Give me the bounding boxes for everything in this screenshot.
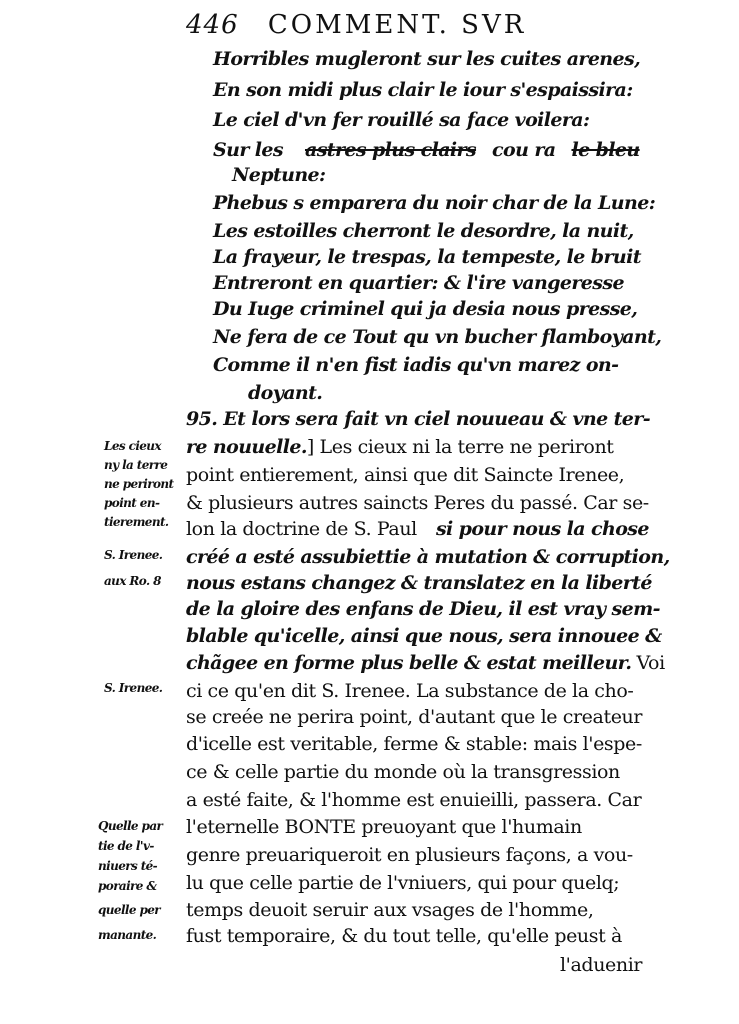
margin-note: manante. xyxy=(98,928,157,942)
commentary-line: se creée ne perira point, d'autant que le createur xyxy=(186,706,643,728)
margin-note: ny la terre xyxy=(104,458,168,472)
struck-text: le bleu xyxy=(571,139,640,161)
margin-note: tierement. xyxy=(104,515,169,529)
verse-line: Du Iuge criminel qui ja desia nous presse, xyxy=(213,298,638,320)
margin-note: point en- xyxy=(104,496,160,510)
verse-line-struck xyxy=(213,139,640,161)
commentary-line: & plusieurs autres saincts Peres du passé. Car se- xyxy=(186,492,649,514)
commentary-line: lu que celle partie de l'vniuers, qui pour quelq; xyxy=(186,872,620,894)
commentary-line: 95. Et lors sera fait vn ciel nouueau & vne ter- xyxy=(186,408,650,430)
commentary-line: point entierement, ainsi que dit Saincte Irenee, xyxy=(186,464,625,486)
commentary-line: l'eternelle BONTE preuoyant que l'humain xyxy=(186,816,582,838)
commentary-line: nous estans changez & translatez en la liberté xyxy=(186,572,652,594)
commentary-line: ci ce qu'en dit S. Irenee. La substance de la cho- xyxy=(186,680,634,702)
commentary-line: fust temporaire, & du tout telle, qu'elle peust à xyxy=(186,925,622,947)
verse-line: Neptune: xyxy=(232,164,326,186)
catchword: l'aduenir xyxy=(560,954,643,976)
margin-note: tie de l'v- xyxy=(98,839,154,853)
verse-line: Phebus s emparera du noir char de la Lune: xyxy=(213,192,656,214)
margin-note: quelle per xyxy=(98,903,161,917)
commentary-line: ce & celle partie du monde où la transgression xyxy=(186,761,620,783)
commentary-italic: re nouuelle. xyxy=(186,436,307,458)
commentary-line xyxy=(186,518,649,540)
commentary-line: a esté faite, & l'homme est enuieilli, passera. Car xyxy=(186,789,642,811)
margin-note: niuers té- xyxy=(98,859,158,873)
verse-line: En son midi plus clair le iour s'espaissira: xyxy=(213,79,633,101)
margin-note: Quelle par xyxy=(98,819,163,833)
margin-note: ne periront xyxy=(104,477,174,491)
verse-line: La frayeur, le trespas, la tempeste, le bruit xyxy=(213,246,641,268)
commentary-line xyxy=(186,652,665,674)
commentary-italic: chãgee en forme plus belle & estat meilleur. xyxy=(186,652,632,674)
running-title: COMMENT. SVR xyxy=(267,10,527,40)
verse-line: Entreront en quartier: & l'ire vangeresse xyxy=(213,272,624,294)
commentary-line: blable qu'icelle, ainsi que nous, sera innouee & xyxy=(186,625,662,647)
commentary-line: de la gloire des enfans de Dieu, il est vray sem- xyxy=(186,598,660,620)
commentary-line: temps deuoit seruir aux vsages de l'homme, xyxy=(186,899,594,921)
margin-note: S. Irenee. xyxy=(104,681,163,695)
commentary-line: d'icelle est veritable, ferme & stable: mais l'espe- xyxy=(186,733,642,755)
verse-line: Horribles mugleront sur les cuites arenes, xyxy=(213,48,641,70)
running-header xyxy=(186,10,606,50)
verse-text: Sur les xyxy=(213,139,283,161)
verse-line: Les estoilles cherront le desordre, la nuit, xyxy=(213,220,634,242)
verse-line: Comme il n'en fist iadis qu'vn marez on- xyxy=(213,354,619,376)
margin-note: S. Irenee. xyxy=(104,548,163,562)
commentary-line: genre preuariqueroit en plusieurs façons, a vou- xyxy=(186,844,633,866)
page-number: 446 xyxy=(186,10,239,40)
verse-line: Ne fera de ce Tout qu vn bucher flamboyant, xyxy=(213,326,662,348)
verse-line: Le ciel d'vn fer rouillé sa face voilera: xyxy=(213,109,590,131)
commentary-roman: lon la doctrine de S. Paul xyxy=(186,518,417,540)
verse-text: cou ra xyxy=(492,139,556,161)
margin-note: poraire & xyxy=(98,879,157,893)
commentary-roman: Voi xyxy=(636,652,665,674)
commentary-roman: ] Les cieux ni la terre ne periront xyxy=(306,436,614,458)
margin-note: aux Ro. 8 xyxy=(104,574,161,588)
verse-line: doyant. xyxy=(248,382,323,404)
margin-note: Les cieux xyxy=(104,439,161,453)
commentary-line: créé a esté assubiettie à mutation & corruption, xyxy=(186,546,670,568)
commentary-italic: si pour nous la chose xyxy=(435,518,649,540)
struck-text: astres plus clairs xyxy=(304,139,477,161)
commentary-line xyxy=(186,436,614,458)
